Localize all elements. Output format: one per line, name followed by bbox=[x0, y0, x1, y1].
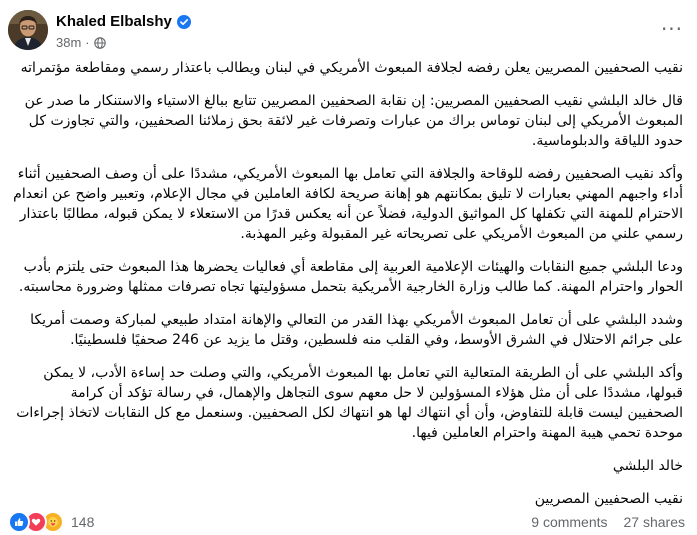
comments-count[interactable]: 9 comments bbox=[531, 514, 608, 530]
post-footer bbox=[8, 512, 685, 532]
more-options-icon[interactable]: ··· bbox=[660, 17, 684, 41]
signature-name: خالد البلشي bbox=[612, 458, 683, 474]
reaction-count: 148 bbox=[71, 514, 95, 530]
post-body bbox=[12, 58, 683, 522]
avatar-image bbox=[8, 10, 48, 50]
post-paragraph: قال خالد البلشي نقيب الصحفيين المصريين: إن نقابة الصحفيين المصريين تتابع ببالغ الاستياء والاستنكار ما صدر عن المبعوث الأمريكي إلى لبنان توماس براك من عبارات وتصرفات غير لائقة بحق زملائنا الصحفيين، والتي تجاوزت كل حدود اللياقة والدبلوماسية. bbox=[24, 93, 683, 149]
post-paragraph: وشدد البلشي على أن تعامل المبعوث الأمريكي بهذا القدر من التعالي والإهانة امتداد طبيعي لمباركة وصمت أمريكا على جرائم الاحتلال في الشرق الأوسط، وفي القلب منه فلسطين، وقتل ما يزيد عن 246 صحفيًا فلسطينيًا. bbox=[30, 312, 683, 348]
post-paragraph: ودعا البلشي جميع النقابات والهيئات الإعلامية العربية إلى مقاطعة أي فعاليات يحضرها هذا المبعوث حتى يلتزم بأدب الحوار واحترام المهنة. كما طالب وزارة الخارجية الأمريكية بتحمل مسؤوليتها تجاه تصرفات ممثلها وضرورة محاسبته. bbox=[18, 259, 683, 295]
globe-icon[interactable] bbox=[94, 37, 106, 49]
verified-badge-icon bbox=[177, 15, 191, 29]
post-paragraph: وأكد البلشي على أن الطريقة المتعالية التي تعامل بها المبعوث الأمريكي، والتي وصلت حد إساءة الأدب، لا يمكن قبولها، مشددًا على أن مثل هؤلاء المسؤولين لا حل معهم سوى التجاهل والإهمال، في رسالة تؤكد أن كرامة الصحفيين ليست قابلة للتفاوض، وأن أي انتهاك لها هو انتهاك لكل الصحفيين. وسنعمل مع كل النقابات لاتخاذ إجراءات موحدة تحمي هيبة المهنة واحترام العاملين فيها. bbox=[16, 365, 683, 441]
author-name-row bbox=[56, 13, 191, 30]
post-header bbox=[8, 8, 689, 52]
author-avatar[interactable] bbox=[8, 10, 48, 50]
like-icon bbox=[8, 511, 30, 533]
meta-separator: · bbox=[85, 35, 90, 50]
post-time[interactable]: 38m bbox=[56, 35, 82, 50]
post-paragraph: وأكد نقيب الصحفيين رفضه للوقاحة والجلافة التي تعامل بها المبعوث الأمريكي، مشددًا على أن وصف الصحفيين أثناء أداء واجبهم المهني بعبارات لا تليق بمكانتهم هو إهانة صريحة لكافة العاملين في مجال الإعلام، وتعبير واضح عن انعدام الاحترام للمهنة التي تكفلها كل المواثيق الدولية، فضلاً عن أنه يعكس قدرًا من الاستعلاء لا يمكن قبوله، مطالبًا باعتذار رسمي علني من المبعوث الأمريكي على تصريحاته غير المقبولة وغير المهذبة. bbox=[13, 166, 683, 242]
shares-count[interactable]: 27 shares bbox=[623, 514, 685, 530]
signature-title: نقيب الصحفيين المصريين bbox=[534, 491, 683, 507]
reactions-summary[interactable] bbox=[8, 511, 94, 533]
post-headline: نقيب الصحفيين المصريين يعلن رفضه لجلافة المبعوث الأمريكي في لبنان ويطالب باعتذار رسمي ومقاطعة مؤتمراته bbox=[20, 60, 683, 76]
engagement-stats bbox=[531, 514, 685, 530]
author-name[interactable]: Khaled Elbalshy bbox=[56, 13, 172, 30]
post-meta bbox=[56, 35, 106, 50]
